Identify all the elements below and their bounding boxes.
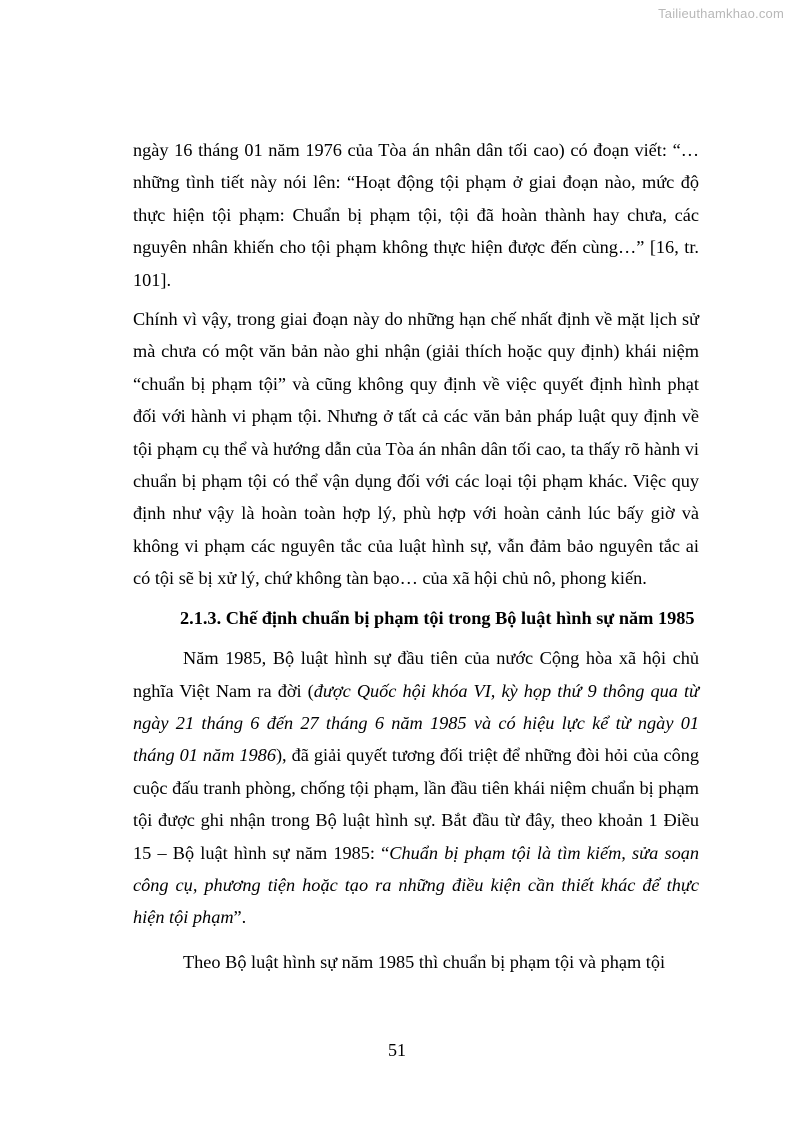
paragraph-code-1985 [133, 642, 699, 934]
paragraph-historical-context: Chính vì vậy, trong giai đoạn này do những hạn chế nhất định về mặt lịch sử mà chưa có một văn bản nào ghi nhận (giải thích hoặc quy định) khái niệm “chuẩn bị phạm tội” và cũng không quy định về việc quyết định hình phạt đối với hành vi phạm tội. Nhưng ở tất cả các văn bản pháp luật quy định về tội phạm cụ thể và hướng dẫn của Tòa án nhân dân tối cao, ta thấy rõ hành vi chuẩn bị phạm tội có thể vận dụng đối với các loại tội phạm khác. Việc quy định như vậy là hoàn toàn hợp lý, phù hợp với hoàn cảnh lúc bấy giờ và không vi phạm các nguyên tắc của luật hình sự, vẫn đảm bảo nguyên tắc ai có tội sẽ bị xử lý, chứ không tàn bạo… của xã hội chủ nô, phong kiến. [133, 309, 699, 589]
text-span: ”. [233, 907, 247, 928]
page-number: 51 [388, 1040, 406, 1060]
document-body [133, 134, 699, 978]
watermark: Tailieuthamkhao.com [658, 6, 784, 21]
italic-quote-definition: Chuẩn bị phạm tội là tìm kiếm, sửa soạn công cụ, phương tiện hoặc tạo ra những điều kiện cần thiết khác để thực hiện tội phạm [133, 842, 699, 928]
text-span: Năm 1985, Bộ luật hình sự đầu tiên của nước Cộng hòa xã hội chủ nghĩa Việt Nam ra đời ( [133, 648, 699, 701]
section-heading: 2.1.3. Chế định chuẩn bị phạm tội trong Bộ luật hình sự năm 1985 [180, 607, 695, 628]
paragraph-quote-continuation: ngày 16 tháng 01 năm 1976 của Tòa án nhân dân tối cao) có đoạn viết: “…những tình tiết này nói lên: “Hoạt động tội phạm ở giai đoạn nào, mức độ thực hiện tội phạm: Chuẩn bị phạm tội, tội đã hoàn thành hay chưa, các nguyên nhân khiến cho tội phạm không thực hiện được đến cùng…” [16, tr. 101]. [133, 140, 699, 290]
paragraph-continuation: Theo Bộ luật hình sự năm 1985 thì chuẩn bị phạm tội và phạm tội [183, 951, 666, 972]
text-span: ), đã giải quyết tương đối triệt để những đòi hỏi của công cuộc đấu tranh phòng, chống tội phạm, lần đầu tiên khái niệm chuẩn bị phạm tội được ghi nhận trong Bộ luật hình sự. Bắt đầu từ đây, theo khoản 1 Điều 15 – Bộ luật hình sự năm 1985: “ [133, 745, 699, 863]
italic-span: được Quốc hội khóa VI, kỳ họp thứ 9 thông qua từ ngày 21 tháng 6 đến 27 tháng 6 năm 1985 và có hiệu lực kể từ ngày 01 tháng 01 năm 1986 [133, 680, 699, 766]
